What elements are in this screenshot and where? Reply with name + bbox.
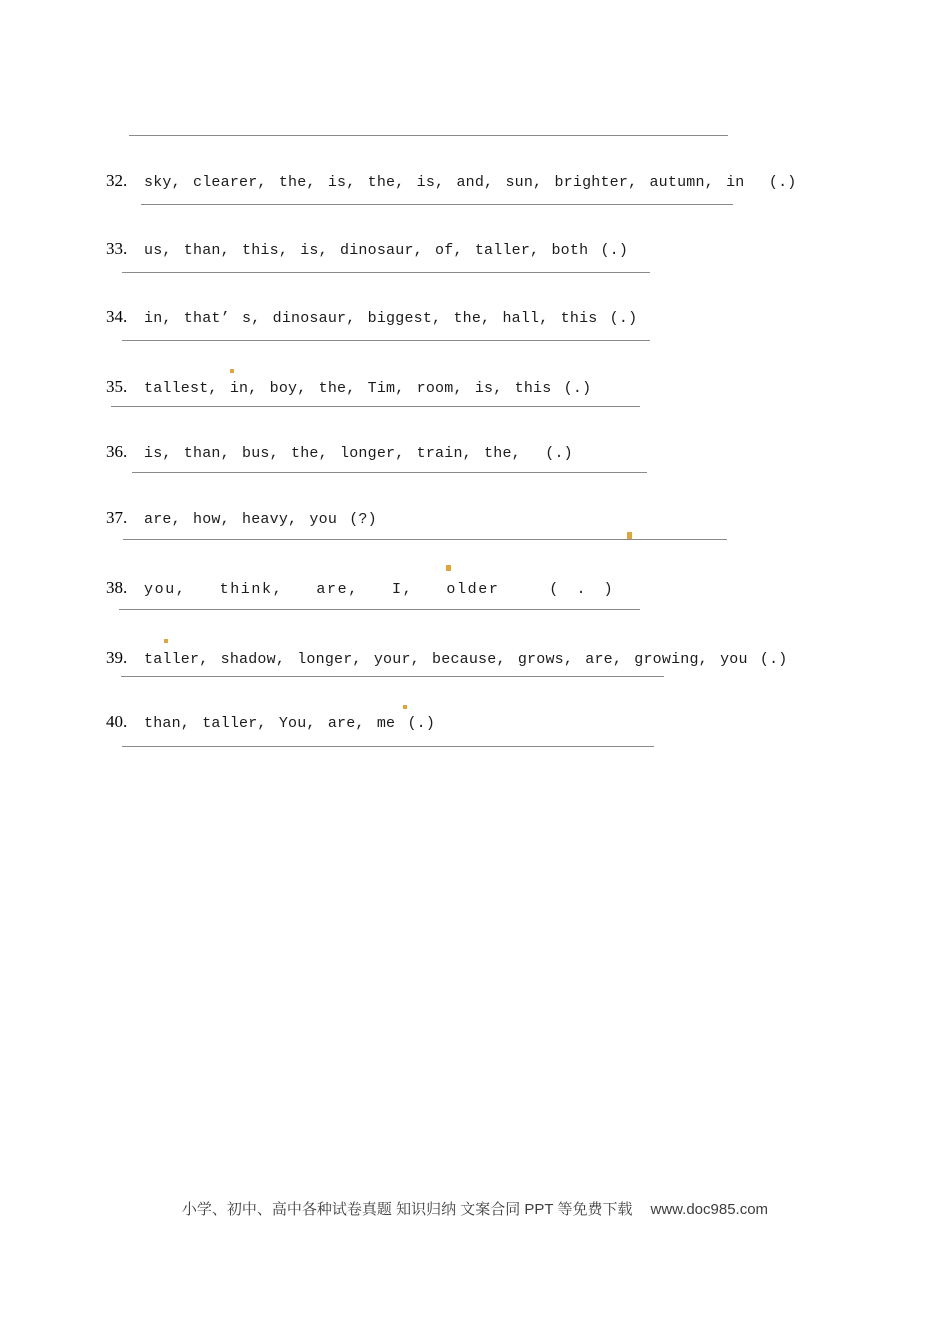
question-row-35 [90, 357, 591, 419]
question-number: 36. [106, 442, 128, 461]
question-text: is, than, bus, the, longer, train, the, (.) [144, 445, 573, 462]
orange-speck-item-39-taller [164, 639, 168, 643]
footer-url-link[interactable]: www.doc985.com [650, 1201, 769, 1218]
question-number: 34. [106, 307, 128, 326]
page-footer [0, 1198, 950, 1219]
question-text: taller, shadow, longer, your, because, grows, are, growing, you (.) [144, 651, 788, 668]
orange-speck-item-40-paren [403, 705, 407, 709]
footer-promo-text: 小学、初中、高中各种试卷真题 知识归纳 文案合同 PPT 等免费下载 [181, 1201, 633, 1218]
question-row-38 [90, 558, 614, 620]
question-text: sky, clearer, the, is, the, is, and, sun, brighter, autumn, in (.) [144, 174, 797, 191]
question-row-34 [90, 287, 637, 349]
question-text: you, think, are, I, older ( . ) [144, 581, 615, 598]
question-text: in, that’ s, dinosaur, biggest, the, hall, this (.) [144, 310, 638, 327]
question-row-40 [90, 692, 435, 754]
orange-speck-item-35 [230, 369, 234, 373]
question-number: 40. [106, 712, 128, 731]
answer-blank-line-above-32 [129, 135, 728, 136]
question-row-36 [90, 422, 573, 484]
question-text: us, than, this, is, dinosaur, of, taller, both (.) [144, 242, 629, 259]
question-row-33 [90, 219, 628, 281]
question-text: than, taller, You, are, me (.) [144, 715, 436, 732]
question-row-32 [90, 151, 797, 213]
question-number: 37. [106, 508, 128, 527]
question-text: tallest, in, boy, the, Tim, room, is, this (.) [144, 380, 592, 397]
question-row-37 [90, 488, 377, 550]
question-number: 35. [106, 377, 128, 396]
question-number: 39. [106, 648, 128, 667]
question-number: 33. [106, 239, 128, 258]
orange-speck-line-above-38 [627, 532, 632, 539]
question-row-39 [90, 628, 788, 690]
question-text: are, how, heavy, you (?) [144, 511, 377, 528]
question-number: 32. [106, 171, 128, 190]
orange-speck-item-38-paren [446, 565, 451, 571]
question-number: 38. [106, 578, 128, 597]
